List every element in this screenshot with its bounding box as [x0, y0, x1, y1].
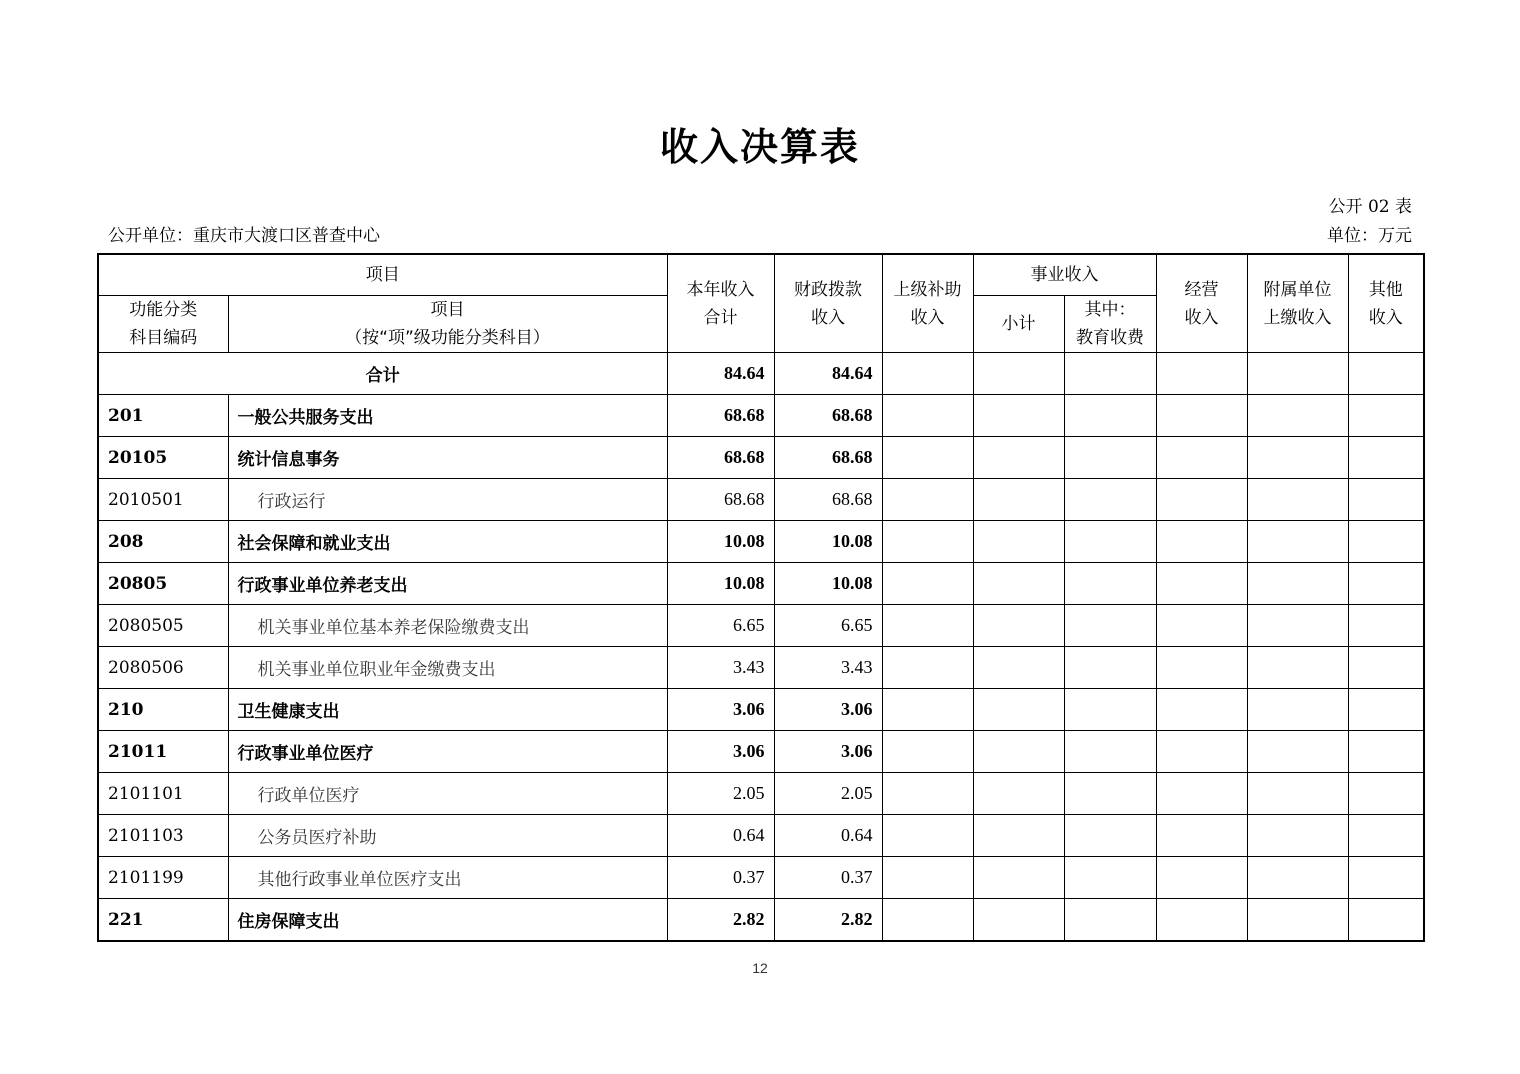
empty-cell — [973, 437, 1064, 479]
empty-cell — [882, 563, 973, 605]
function-code: 20105 — [98, 437, 228, 479]
empty-cell — [1156, 563, 1247, 605]
empty-cell — [1064, 437, 1156, 479]
fiscal-income-value: 10.08 — [774, 563, 882, 605]
unit-of-measure: 单位：万元 — [1327, 226, 1412, 246]
total-income-value: 0.37 — [667, 857, 774, 899]
empty-cell — [1064, 689, 1156, 731]
empty-cell — [882, 773, 973, 815]
empty-cell — [973, 479, 1064, 521]
function-code: 2101101 — [98, 773, 228, 815]
table-row — [98, 857, 1424, 899]
total-income-value: 2.82 — [667, 899, 774, 942]
empty-cell — [973, 689, 1064, 731]
table-row — [98, 605, 1424, 647]
empty-cell — [1064, 605, 1156, 647]
empty-cell — [973, 857, 1064, 899]
function-code: 2010501 — [98, 479, 228, 521]
empty-cell — [1156, 773, 1247, 815]
empty-cell — [1156, 605, 1247, 647]
item-name: 住房保障支出 — [228, 899, 667, 942]
total-income-value: 68.68 — [667, 479, 774, 521]
empty-cell — [973, 899, 1064, 942]
empty-cell — [1247, 731, 1348, 773]
empty-cell — [1064, 899, 1156, 942]
empty-cell — [882, 395, 973, 437]
total-income-value: 68.68 — [667, 395, 774, 437]
empty-cell — [1156, 899, 1247, 942]
empty-cell — [1156, 521, 1247, 563]
empty-cell — [882, 899, 973, 942]
table-row — [98, 899, 1424, 942]
empty-cell — [1156, 857, 1247, 899]
empty-cell — [882, 647, 973, 689]
total-income-value: 3.06 — [667, 731, 774, 773]
item-name: 机关事业单位职业年金缴费支出 — [228, 647, 667, 689]
empty-cell — [1064, 479, 1156, 521]
item-name: 一般公共服务支出 — [228, 395, 667, 437]
empty-cell — [973, 731, 1064, 773]
header-project-item: 项目 （按“项”级功能分类科目） — [228, 296, 667, 353]
reporting-unit: 公开单位：重庆市大渡口区普查中心 — [108, 226, 380, 246]
empty-cell — [973, 605, 1064, 647]
empty-cell — [1247, 815, 1348, 857]
empty-cell — [973, 353, 1064, 395]
total-income-value: 6.65 — [667, 605, 774, 647]
item-name: 公务员医疗补助 — [228, 815, 667, 857]
fiscal-income-value: 3.06 — [774, 731, 882, 773]
empty-cell — [1348, 689, 1424, 731]
empty-cell — [882, 479, 973, 521]
header-education-fee: 其中： 教育收费 — [1064, 296, 1156, 353]
fiscal-income-value: 2.05 — [774, 773, 882, 815]
total-label: 合计 — [98, 353, 667, 395]
table-row — [98, 395, 1424, 437]
function-code: 2101103 — [98, 815, 228, 857]
fiscal-income-value: 0.64 — [774, 815, 882, 857]
empty-cell — [1247, 563, 1348, 605]
empty-cell — [882, 353, 973, 395]
table-row — [98, 437, 1424, 479]
empty-cell — [1156, 353, 1247, 395]
table-row — [98, 773, 1424, 815]
empty-cell — [1247, 437, 1348, 479]
empty-cell — [1348, 857, 1424, 899]
empty-cell — [1064, 857, 1156, 899]
empty-cell — [1156, 479, 1247, 521]
empty-cell — [1247, 521, 1348, 563]
header-project: 项目 — [98, 254, 667, 296]
empty-cell — [973, 815, 1064, 857]
empty-cell — [1348, 479, 1424, 521]
item-name: 社会保障和就业支出 — [228, 521, 667, 563]
item-name: 行政运行 — [228, 479, 667, 521]
function-code: 221 — [98, 899, 228, 942]
fiscal-income-value: 0.37 — [774, 857, 882, 899]
header-fiscal-income: 财政拨款 收入 — [774, 254, 882, 353]
header-total-income: 本年收入 合计 — [667, 254, 774, 353]
empty-cell — [973, 773, 1064, 815]
fiscal-income-value: 2.82 — [774, 899, 882, 942]
empty-cell — [973, 395, 1064, 437]
empty-cell — [1156, 689, 1247, 731]
header-other-income: 其他 收入 — [1348, 254, 1424, 353]
empty-cell — [1156, 395, 1247, 437]
header-affiliated-income: 附属单位 上缴收入 — [1247, 254, 1348, 353]
item-name: 其他行政事业单位医疗支出 — [228, 857, 667, 899]
page-title: 收入决算表 — [659, 125, 860, 169]
empty-cell — [1064, 521, 1156, 563]
income-statement-table — [97, 253, 1425, 942]
function-code: 20805 — [98, 563, 228, 605]
empty-cell — [1247, 395, 1348, 437]
page-number: 12 — [752, 960, 768, 976]
function-code: 21011 — [98, 731, 228, 773]
table-row — [98, 563, 1424, 605]
empty-cell — [1064, 395, 1156, 437]
header-superior-subsidy: 上级补助 收入 — [882, 254, 973, 353]
fiscal-income-value: 68.68 — [774, 437, 882, 479]
total-income-value: 3.43 — [667, 647, 774, 689]
empty-cell — [1064, 731, 1156, 773]
function-code: 201 — [98, 395, 228, 437]
empty-cell — [1156, 731, 1247, 773]
function-code: 208 — [98, 521, 228, 563]
empty-cell — [973, 521, 1064, 563]
empty-cell — [1247, 773, 1348, 815]
empty-cell — [1247, 647, 1348, 689]
empty-cell — [973, 563, 1064, 605]
empty-cell — [1064, 773, 1156, 815]
empty-cell — [1247, 689, 1348, 731]
empty-cell — [1348, 899, 1424, 942]
empty-cell — [1247, 857, 1348, 899]
header-row-1 — [98, 254, 1424, 296]
empty-cell — [882, 731, 973, 773]
total-income-value: 10.08 — [667, 563, 774, 605]
empty-cell — [973, 647, 1064, 689]
empty-cell — [1348, 563, 1424, 605]
total-income-value: 0.64 — [667, 815, 774, 857]
empty-cell — [1064, 815, 1156, 857]
item-name: 行政事业单位养老支出 — [228, 563, 667, 605]
fiscal-income-value: 3.06 — [774, 689, 882, 731]
item-name: 统计信息事务 — [228, 437, 667, 479]
total-income-value: 10.08 — [667, 521, 774, 563]
fiscal-income-value: 68.68 — [774, 395, 882, 437]
item-name: 机关事业单位基本养老保险缴费支出 — [228, 605, 667, 647]
empty-cell — [1156, 815, 1247, 857]
empty-cell — [1064, 353, 1156, 395]
table-row — [98, 731, 1424, 773]
total-row — [98, 353, 1424, 395]
item-name: 行政单位医疗 — [228, 773, 667, 815]
table-row — [98, 521, 1424, 563]
table-number: 公开 02 表 — [1328, 197, 1412, 217]
empty-cell — [882, 815, 973, 857]
function-code: 2080506 — [98, 647, 228, 689]
empty-cell — [1064, 647, 1156, 689]
header-subtotal: 小计 — [973, 296, 1064, 353]
empty-cell — [1064, 563, 1156, 605]
item-name: 行政事业单位医疗 — [228, 731, 667, 773]
empty-cell — [1156, 437, 1247, 479]
item-name: 卫生健康支出 — [228, 689, 667, 731]
empty-cell — [1348, 353, 1424, 395]
empty-cell — [1348, 815, 1424, 857]
total-income-value: 2.05 — [667, 773, 774, 815]
header-operating-income: 经营 收入 — [1156, 254, 1247, 353]
empty-cell — [1348, 521, 1424, 563]
function-code: 2101199 — [98, 857, 228, 899]
empty-cell — [1348, 773, 1424, 815]
empty-cell — [882, 857, 973, 899]
empty-cell — [1348, 395, 1424, 437]
header-function-code: 功能分类 科目编码 — [98, 296, 228, 353]
empty-cell — [1156, 647, 1247, 689]
empty-cell — [1247, 353, 1348, 395]
header-business-income: 事业收入 — [973, 254, 1156, 296]
empty-cell — [1348, 731, 1424, 773]
total-income-value: 68.68 — [667, 437, 774, 479]
total-income-value: 84.64 — [667, 353, 774, 395]
empty-cell — [1247, 479, 1348, 521]
total-income-value: 3.06 — [667, 689, 774, 731]
fiscal-income-value: 6.65 — [774, 605, 882, 647]
fiscal-income-value: 3.43 — [774, 647, 882, 689]
table-row — [98, 815, 1424, 857]
fiscal-income-value: 10.08 — [774, 521, 882, 563]
table-row — [98, 689, 1424, 731]
empty-cell — [1348, 437, 1424, 479]
empty-cell — [1247, 605, 1348, 647]
function-code: 210 — [98, 689, 228, 731]
fiscal-income-value: 68.68 — [774, 479, 882, 521]
empty-cell — [882, 521, 973, 563]
empty-cell — [882, 437, 973, 479]
empty-cell — [1348, 647, 1424, 689]
table-row — [98, 647, 1424, 689]
empty-cell — [882, 605, 973, 647]
empty-cell — [882, 689, 973, 731]
empty-cell — [1247, 899, 1348, 942]
empty-cell — [1348, 605, 1424, 647]
table-row — [98, 479, 1424, 521]
function-code: 2080505 — [98, 605, 228, 647]
total-fiscal-value: 84.64 — [774, 353, 882, 395]
